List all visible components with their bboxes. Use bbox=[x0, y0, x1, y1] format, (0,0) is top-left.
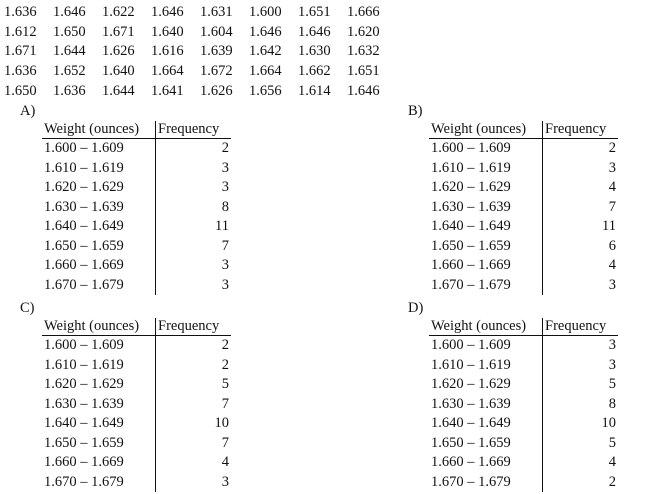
frequency-value: 3 bbox=[221, 276, 229, 293]
frequency-header: Frequency bbox=[543, 121, 619, 139]
raw-data-value: 1.646 bbox=[249, 23, 282, 40]
weight-header: Weight (ounces) bbox=[429, 318, 543, 336]
frequency-value: 11 bbox=[215, 218, 229, 235]
table-row bbox=[42, 237, 231, 257]
table-row bbox=[429, 159, 618, 179]
weight-range: 1.640 – 1.649 bbox=[429, 414, 543, 434]
weight-range: 1.650 – 1.659 bbox=[429, 434, 543, 454]
raw-data-value: 1.651 bbox=[298, 4, 331, 21]
frequency-value: 7 bbox=[221, 434, 229, 451]
table-row bbox=[429, 139, 618, 159]
frequency-value: 5 bbox=[608, 434, 616, 451]
raw-data-value: 1.640 bbox=[151, 23, 184, 40]
raw-data-value: 1.671 bbox=[102, 23, 135, 40]
weight-range: 1.640 – 1.649 bbox=[429, 217, 543, 237]
weight-header: Weight (ounces) bbox=[429, 121, 543, 139]
raw-data-value: 1.650 bbox=[53, 23, 86, 40]
raw-data-value: 1.666 bbox=[347, 4, 380, 21]
option-b-label[interactable]: B) bbox=[408, 103, 423, 119]
frequency-value: 7 bbox=[221, 237, 229, 254]
frequency-value: 4 bbox=[608, 257, 616, 274]
weight-range: 1.630 – 1.639 bbox=[429, 198, 543, 218]
raw-data-value: 1.646 bbox=[151, 4, 184, 21]
table-row bbox=[429, 217, 618, 237]
frequency-value: 3 bbox=[221, 159, 229, 176]
frequency-value: 3 bbox=[608, 356, 616, 373]
frequency-value: 2 bbox=[608, 140, 616, 157]
frequency-value: 3 bbox=[608, 276, 616, 293]
raw-data-value: 1.646 bbox=[347, 82, 380, 99]
raw-data-value: 1.642 bbox=[249, 43, 282, 60]
raw-data-value: 1.614 bbox=[298, 82, 331, 99]
table-row bbox=[429, 414, 618, 434]
table-row bbox=[42, 276, 231, 296]
frequency-value: 7 bbox=[608, 198, 616, 215]
weight-range: 1.600 – 1.609 bbox=[429, 139, 543, 159]
weight-range: 1.630 – 1.639 bbox=[42, 198, 156, 218]
option-a-label[interactable]: A) bbox=[20, 103, 36, 119]
raw-data-value: 1.650 bbox=[4, 82, 37, 99]
frequency-value: 8 bbox=[221, 198, 229, 215]
raw-data-value: 1.632 bbox=[347, 43, 380, 60]
table-row bbox=[42, 375, 231, 395]
weight-range: 1.650 – 1.659 bbox=[42, 237, 156, 257]
raw-data-value: 1.636 bbox=[53, 82, 86, 99]
weight-range: 1.620 – 1.629 bbox=[429, 178, 543, 198]
weight-range: 1.610 – 1.619 bbox=[42, 356, 156, 376]
table-row bbox=[429, 237, 618, 257]
header-row bbox=[42, 318, 231, 336]
option-d-table bbox=[429, 318, 618, 492]
table-row bbox=[429, 256, 618, 276]
raw-data-value: 1.636 bbox=[4, 4, 37, 21]
raw-data-row bbox=[4, 23, 396, 43]
header-row bbox=[42, 121, 231, 139]
weight-header: Weight (ounces) bbox=[42, 121, 156, 139]
frequency-header: Frequency bbox=[156, 318, 232, 336]
frequency-header: Frequency bbox=[543, 318, 619, 336]
frequency-value: 6 bbox=[608, 237, 616, 254]
raw-data-value: 1.656 bbox=[249, 82, 282, 99]
weight-range: 1.670 – 1.679 bbox=[42, 276, 156, 296]
raw-data-value: 1.672 bbox=[200, 63, 233, 80]
frequency-value: 5 bbox=[608, 376, 616, 393]
raw-data-value: 1.616 bbox=[151, 43, 184, 60]
frequency-value: 10 bbox=[601, 415, 616, 432]
table-row bbox=[429, 356, 618, 376]
raw-data-row bbox=[4, 81, 396, 101]
table-row bbox=[42, 473, 231, 493]
raw-data-value: 1.620 bbox=[347, 23, 380, 40]
frequency-value: 11 bbox=[602, 218, 616, 235]
raw-data-value: 1.612 bbox=[4, 23, 37, 40]
raw-data-value: 1.636 bbox=[4, 63, 37, 80]
frequency-value: 4 bbox=[608, 179, 616, 196]
raw-data-value: 1.664 bbox=[249, 63, 282, 80]
table-row bbox=[42, 356, 231, 376]
raw-data-value: 1.651 bbox=[347, 63, 380, 80]
weight-range: 1.620 – 1.629 bbox=[42, 375, 156, 395]
frequency-value: 10 bbox=[214, 415, 229, 432]
raw-data-value: 1.640 bbox=[102, 63, 135, 80]
table-row bbox=[42, 336, 231, 356]
table-row bbox=[42, 139, 231, 159]
weight-range: 1.630 – 1.639 bbox=[42, 395, 156, 415]
weight-range: 1.660 – 1.669 bbox=[42, 256, 156, 276]
raw-data-value: 1.652 bbox=[53, 63, 86, 80]
weight-range: 1.610 – 1.619 bbox=[429, 356, 543, 376]
weight-range: 1.610 – 1.619 bbox=[42, 159, 156, 179]
table-row bbox=[42, 256, 231, 276]
weight-range: 1.660 – 1.669 bbox=[429, 453, 543, 473]
weight-range: 1.600 – 1.609 bbox=[42, 336, 156, 356]
weight-range: 1.600 – 1.609 bbox=[42, 139, 156, 159]
table-row bbox=[42, 453, 231, 473]
weight-range: 1.610 – 1.619 bbox=[429, 159, 543, 179]
frequency-header: Frequency bbox=[156, 121, 232, 139]
table-row bbox=[429, 198, 618, 218]
option-c-label[interactable]: C) bbox=[20, 300, 35, 316]
option-b-table bbox=[429, 121, 618, 295]
raw-data-row bbox=[4, 62, 396, 82]
table-row bbox=[429, 434, 618, 454]
table-row bbox=[42, 159, 231, 179]
header-row bbox=[429, 318, 618, 336]
frequency-value: 3 bbox=[608, 159, 616, 176]
weight-range: 1.670 – 1.679 bbox=[429, 276, 543, 296]
frequency-value: 3 bbox=[221, 179, 229, 196]
raw-data-row bbox=[4, 3, 396, 23]
weight-range: 1.660 – 1.669 bbox=[429, 256, 543, 276]
option-c-table bbox=[42, 318, 231, 492]
frequency-value: 3 bbox=[221, 473, 229, 490]
weight-range: 1.650 – 1.659 bbox=[429, 237, 543, 257]
raw-data-value: 1.630 bbox=[298, 43, 331, 60]
table-row bbox=[42, 434, 231, 454]
raw-data-value: 1.662 bbox=[298, 63, 331, 80]
weight-range: 1.670 – 1.679 bbox=[429, 473, 543, 493]
weight-range: 1.670 – 1.679 bbox=[42, 473, 156, 493]
raw-data-value: 1.641 bbox=[151, 82, 184, 99]
table-row bbox=[42, 395, 231, 415]
table-row bbox=[429, 473, 618, 493]
raw-data-row bbox=[4, 42, 396, 62]
frequency-value: 8 bbox=[608, 395, 616, 412]
weight-header: Weight (ounces) bbox=[42, 318, 156, 336]
frequency-value: 5 bbox=[221, 376, 229, 393]
option-a-table bbox=[42, 121, 231, 295]
table-row bbox=[429, 395, 618, 415]
table-row bbox=[42, 217, 231, 237]
table-row bbox=[42, 414, 231, 434]
raw-data-value: 1.664 bbox=[151, 63, 184, 80]
frequency-value: 2 bbox=[221, 356, 229, 373]
table-row bbox=[429, 453, 618, 473]
raw-data-value: 1.644 bbox=[102, 82, 135, 99]
frequency-value: 3 bbox=[608, 337, 616, 354]
table-row bbox=[429, 276, 618, 296]
raw-data-value: 1.671 bbox=[4, 43, 37, 60]
weight-range: 1.650 – 1.659 bbox=[42, 434, 156, 454]
raw-data-value: 1.644 bbox=[53, 43, 86, 60]
frequency-value: 2 bbox=[221, 140, 229, 157]
raw-data-value: 1.626 bbox=[102, 43, 135, 60]
raw-data-value: 1.646 bbox=[298, 23, 331, 40]
raw-data-value: 1.626 bbox=[200, 82, 233, 99]
frequency-value: 2 bbox=[221, 337, 229, 354]
table-row bbox=[429, 178, 618, 198]
table-row bbox=[429, 336, 618, 356]
option-d-label[interactable]: D) bbox=[408, 300, 424, 316]
raw-data-grid bbox=[4, 3, 396, 101]
raw-data-value: 1.639 bbox=[200, 43, 233, 60]
weight-range: 1.620 – 1.629 bbox=[429, 375, 543, 395]
frequency-value: 7 bbox=[221, 395, 229, 412]
raw-data-value: 1.600 bbox=[249, 4, 282, 21]
weight-range: 1.640 – 1.649 bbox=[42, 414, 156, 434]
frequency-value: 2 bbox=[608, 473, 616, 490]
table-row bbox=[42, 178, 231, 198]
weight-range: 1.620 – 1.629 bbox=[42, 178, 156, 198]
table-row bbox=[429, 375, 618, 395]
frequency-value: 4 bbox=[221, 454, 229, 471]
raw-data-value: 1.604 bbox=[200, 23, 233, 40]
weight-range: 1.630 – 1.639 bbox=[429, 395, 543, 415]
frequency-value: 4 bbox=[608, 454, 616, 471]
header-row bbox=[429, 121, 618, 139]
table-row bbox=[42, 198, 231, 218]
weight-range: 1.660 – 1.669 bbox=[42, 453, 156, 473]
raw-data-value: 1.646 bbox=[53, 4, 86, 21]
frequency-value: 3 bbox=[221, 257, 229, 274]
weight-range: 1.600 – 1.609 bbox=[429, 336, 543, 356]
weight-range: 1.640 – 1.649 bbox=[42, 217, 156, 237]
raw-data-value: 1.622 bbox=[102, 4, 135, 21]
raw-data-value: 1.631 bbox=[200, 4, 233, 21]
